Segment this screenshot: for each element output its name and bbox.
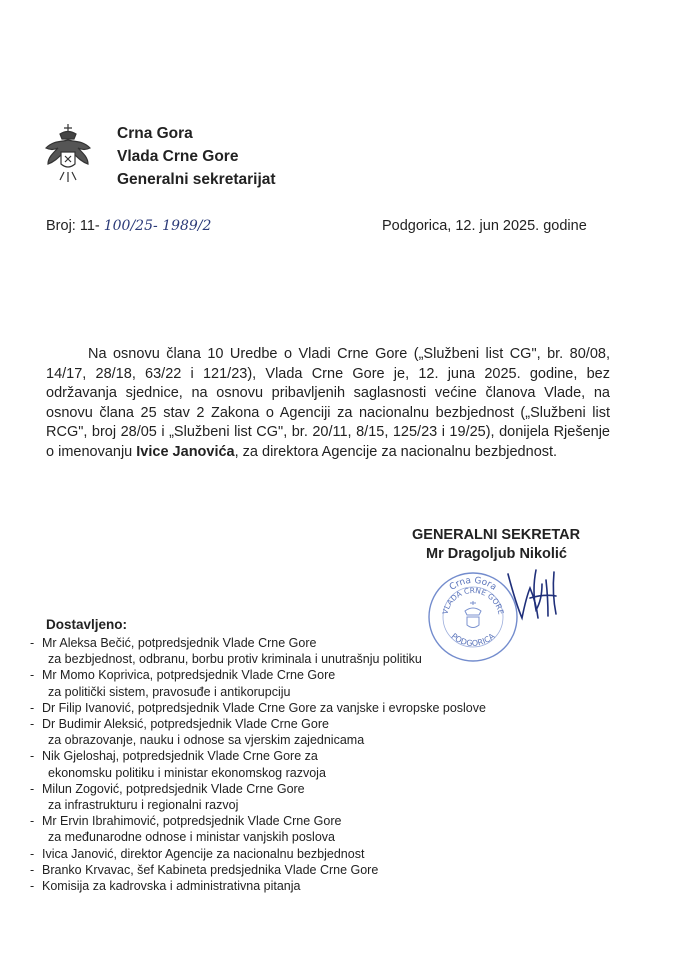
recipient-line: Mr Momo Koprivica, potpredsjednik Vlade Crne Gore bbox=[42, 668, 336, 683]
list-item bbox=[30, 700, 550, 716]
signature-name: Mr Dragoljub Nikolić bbox=[426, 546, 567, 562]
body-part2: , za direktora Agencije za nacionalnu bezbjednost. bbox=[234, 443, 558, 460]
list-item bbox=[30, 846, 550, 862]
recipient-line: Milun Zogović, potpredsjednik Vlade Crne Gore bbox=[42, 781, 305, 796]
recipient-line: Ivica Janović, direktor Agencije za nacionalnu bezbjednost bbox=[42, 846, 365, 861]
recipient-line: Mr Ervin Ibrahimović, potpredsjednik Vlade Crne Gore bbox=[42, 814, 342, 829]
recipient-continuation: ekonomsku politiku i ministar ekonomskog razvoja bbox=[48, 765, 326, 780]
distribution-title: Dostavljeno: bbox=[46, 617, 128, 632]
header-institution bbox=[117, 122, 276, 191]
list-item bbox=[30, 667, 550, 699]
stamp-middle-text: VLADA CRNE GORE bbox=[440, 585, 506, 616]
list-item bbox=[30, 878, 550, 894]
list-bullet: - bbox=[30, 636, 35, 650]
recipient-line: Dr Budimir Aleksić, potpredsjednik Vlade Crne Gore bbox=[42, 717, 329, 732]
list-bullet: - bbox=[30, 814, 35, 829]
reference-number bbox=[46, 218, 211, 234]
recipient-continuation: za obrazovanje, nauku i odnose sa vjerskim zajednicama bbox=[48, 733, 365, 748]
stamp-top-text: Crna Gora bbox=[447, 575, 499, 593]
header-government: Vlada Crne Gore bbox=[117, 148, 239, 165]
list-item bbox=[30, 748, 550, 780]
recipient-line: Komisija za kadrovska i administrativna pitanja bbox=[42, 879, 301, 894]
recipient-line: Branko Krvavac, šef Kabineta predsjednika Vlade Crne Gore bbox=[42, 862, 379, 877]
recipient-line: Mr Aleksa Bečić, potpredsjednik Vlade Crne Gore bbox=[42, 636, 317, 650]
recipient-line: Dr Filip Ivanović, potpredsjednik Vlade Crne Gore za vanjske i evropske poslove bbox=[42, 700, 486, 715]
list-item bbox=[30, 813, 550, 845]
svg-text:VLADA CRNE GORE bbox=[440, 586, 505, 616]
list-item bbox=[30, 635, 550, 667]
header-country: Crna Gora bbox=[117, 125, 193, 142]
recipient-continuation: za međunarodne odnose i ministar vanjskih poslova bbox=[48, 830, 335, 845]
recipient-continuation: za bezbjednost, odbranu, borbu protiv kriminala i unutrašnju politiku bbox=[48, 652, 422, 667]
signature-title: GENERALNI SEKRETAR bbox=[412, 527, 581, 543]
body-bold-name: Ivice Janovića bbox=[136, 443, 235, 460]
body-part1: Na osnovu člana 10 Uredbe o Vladi Crne Gore („Službeni list CG", br. 80/08, 14/17, 28/18, 63/22 i 121/23), Vlada Crne Gore je, 12. juna 2025. godine, bez održavanja sjednice, na osnovu pribavljenih saglasnosti većine članova Vlade, na osnovu člana 25 stav 2 Zakona o Agenciji za nacionalnu bezbjednost („Službeni list RCG", broj 28/05 i „Službeni list CG", br. 20/11, 8/15, 125/23 i 19/25), donijela Rješenje o imenovanju bbox=[46, 346, 610, 460]
header-secretariat: Generalni sekretarijat bbox=[117, 171, 276, 188]
list-bullet: - bbox=[30, 700, 35, 715]
list-item bbox=[30, 862, 550, 878]
list-bullet: - bbox=[30, 781, 35, 796]
list-item bbox=[30, 781, 550, 813]
recipient-continuation: za infrastrukturu i regionalni razvoj bbox=[48, 798, 239, 813]
list-item bbox=[30, 716, 550, 748]
place-date: Podgorica, 12. jun 2025. godine bbox=[382, 218, 587, 234]
coat-of-arms-icon bbox=[38, 122, 98, 186]
recipient-continuation: za politički sistem, pravosuđe i antikorupciju bbox=[48, 684, 291, 699]
reference-label: Broj: 11- bbox=[46, 218, 100, 234]
stamp-bottom-text: PODGORICA bbox=[449, 631, 497, 649]
list-bullet: - bbox=[30, 862, 35, 877]
list-bullet: - bbox=[30, 846, 35, 861]
handwritten-signature-icon bbox=[500, 560, 570, 630]
list-bullet: - bbox=[30, 668, 35, 683]
list-bullet: - bbox=[30, 879, 35, 894]
list-bullet: - bbox=[30, 749, 35, 764]
recipient-line: Nik Gjeloshaj, potpredsjednik Vlade Crne Gore za bbox=[42, 749, 318, 764]
distribution-list bbox=[30, 635, 550, 894]
body-paragraph bbox=[46, 345, 610, 462]
list-bullet: - bbox=[30, 717, 35, 732]
reference-handwritten: 100/25- 1989/2 bbox=[103, 218, 212, 234]
